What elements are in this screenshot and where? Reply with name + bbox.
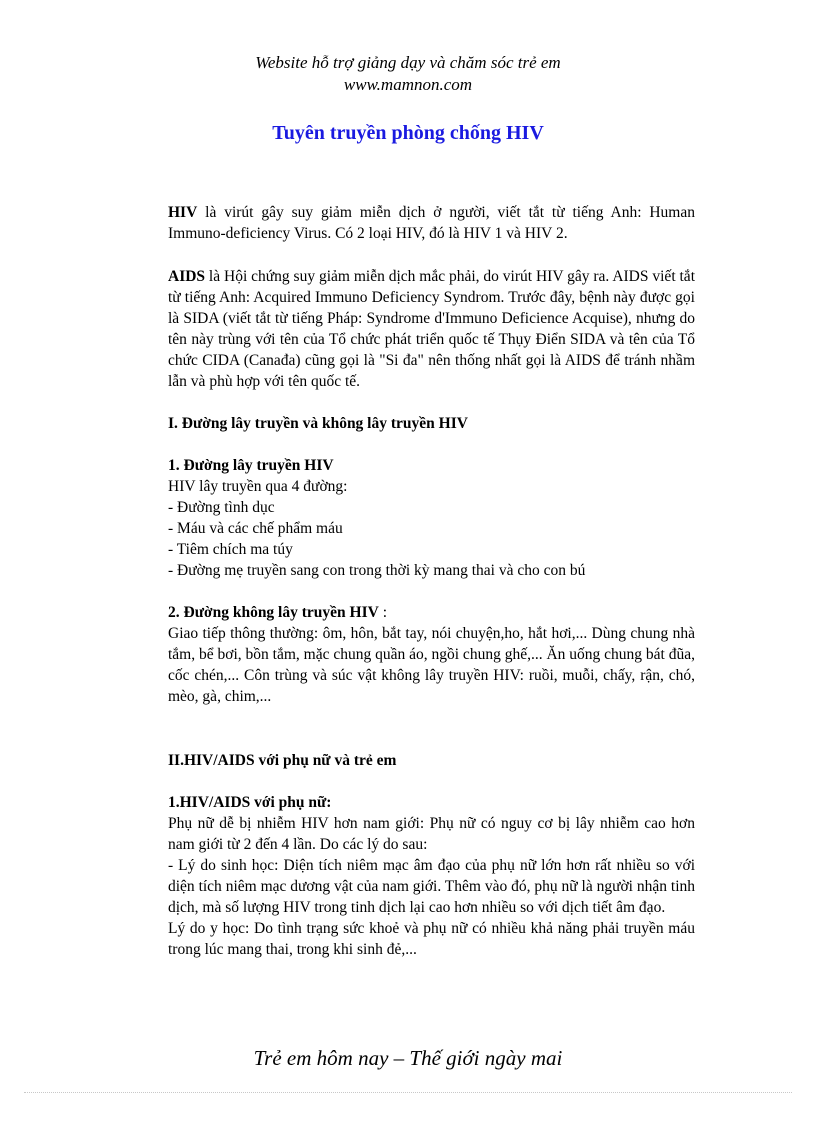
section-2-heading: II.HIV/AIDS với phụ nữ và trẻ em [168, 752, 397, 769]
section-2-1-paragraph: Phụ nữ dễ bị nhiễm HIV hơn nam giới: Phụ nữ có nguy cơ bị lây nhiễm cao hơn nam giới từ 2 đến 4 lần. Do các lý do sau: [168, 815, 695, 853]
list-item: - Máu và các chế phẩm máu [168, 520, 343, 537]
page-footer: Trẻ em hôm nay – Thế giới ngày mai [253, 1046, 563, 1070]
section-2-1-paragraph: Lý do y học: Do tình trạng sức khoẻ và phụ nữ có nhiều khả năng phải truyền máu trong lúc mang thai, trong khi sinh đẻ,... [168, 920, 695, 958]
hiv-definition [168, 202, 695, 244]
hiv-term: HIV [168, 204, 198, 221]
aids-term: AIDS [168, 268, 206, 285]
aids-definition [168, 266, 695, 392]
page-bottom-divider [24, 1092, 792, 1093]
section-1-2-heading: 2. Đường không lây truyền HIV [168, 604, 379, 621]
page-title: Tuyên truyền phòng chống HIV [272, 122, 544, 144]
page-header [0, 52, 816, 96]
list-item: - Đường tình dục [168, 499, 275, 516]
section-1-1-heading: 1. Đường lây truyền HIV [168, 457, 334, 474]
section-1-2-heading-line [168, 602, 695, 623]
section-1-heading: I. Đường lây truyền và không lây truyền HIV [168, 415, 468, 432]
section-1-1-intro: HIV lây truyền qua 4 đường: [168, 478, 348, 495]
section-1-2-colon: : [382, 604, 387, 621]
section-1-2-text: Giao tiếp thông thường: ôm, hôn, bắt tay, nói chuyện,ho, hắt hơi,... Dùng chung nhà tắm, bể bơi, bồn tắm, mặc chung quần áo, ngồi chung ghế,... Ăn uống chung bát đũa, cốc chén,... Côn trùng và súc vật không lây truyền HIV: ruồi, muỗi, chấy, rận, chó, mèo, gà, chim,... [168, 625, 695, 705]
document-body [168, 202, 695, 960]
hiv-definition-text: là virút gây suy giảm miễn dịch ở người, viết tắt từ tiếng Anh: Human Immuno-deficiency Virus. Có 2 loại HIV, đó là HIV 1 và HIV 2. [168, 204, 695, 242]
header-website: www.mamnon.com [343, 75, 473, 94]
section-2-1-paragraph: - Lý do sinh học: Diện tích niêm mạc âm đạo của phụ nữ lớn hơn rất nhiều so với diện tích niêm mạc dương vật của nam giới. Thêm vào đó, phụ nữ là người nhận tinh dịch, mà số lượng HIV trong tinh dịch lại cao hơn nhiều so với dịch tiết âm đạo. [168, 857, 695, 916]
aids-definition-text: là Hội chứng suy giảm miễn dịch mắc phải, do virút HIV gây ra. AIDS viết tắt từ tiếng Anh: Acquired Immuno Deficiency Syndrom. Trước đây, bệnh này được gọi là SIDA (viết tắt từ tiếng Pháp: Syndrome d'Immuno Deficience Acquise), nhưng do tên này trùng với tên của Tổ chức phát triển quốc tế Thụy Điển SIDA và tên của Tổ chức CIDA (Canađa) cũng gọi là "Si đa" nên thống nhất gọi là AIDS để tránh nhầm lẫn và phù hợp với tên quốc tế. [168, 268, 695, 390]
section-2-1-heading: 1.HIV/AIDS với phụ nữ: [168, 794, 332, 811]
list-item: - Tiêm chích ma túy [168, 541, 293, 558]
header-tagline: Website hỗ trợ giảng dạy và chăm sóc trẻ em [255, 53, 561, 72]
list-item: - Đường mẹ truyền sang con trong thời kỳ mang thai và cho con bú [168, 562, 586, 579]
